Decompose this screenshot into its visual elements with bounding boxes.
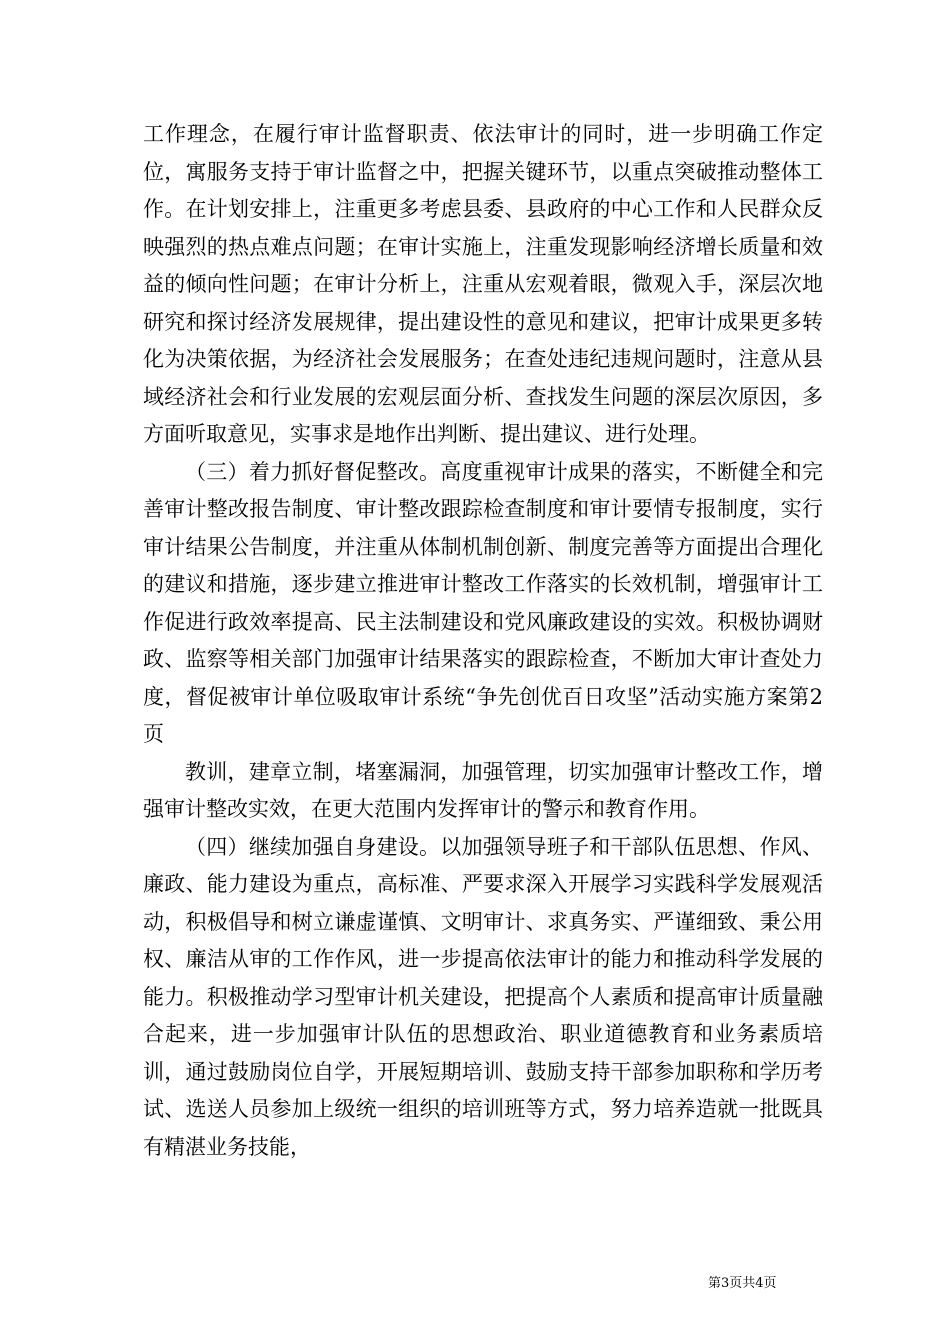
paragraph-rectification: （三）着力抓好督促整改。高度重视审计成果的落实，不断健全和完善审计整改报告制度、审计整改跟踪检查制度和审计要情专报制度，实行审计结果公告制度，并注重从体制机制创新、制度完善等方面提出合理化的建议和措施，逐步建立推进审计整改工作落实的长效机制，增强审计工作促进行政效率提高、民主法制建设和党风廉政建设的实效。积极协调财政、监察等相关部门加强审计结果落实的跟踪检查，不断加大审计查处力度，督促被审计单位吸取审计系统“争先创优百日攻坚”活动实施方案第2页	[143, 459, 823, 746]
document-body	[143, 116, 823, 1166]
paragraph-lessons: 教训，建章立制，堵塞漏洞，加强管理，切实加强审计整改工作，增强审计整改实效，在更大范围内发挥审计的警示和教育作用。	[143, 759, 823, 821]
paragraph-self-building: （四）继续加强自身建设。以加强领导班子和干部队伍思想、作风、廉政、能力建设为重点，高标准、严要求深入开展学习实践科学发展观活动，积极倡导和树立谦虚谨慎、文明审计、求真务实、严谨细致、秉公用权、廉洁从审的工作作风，进一步提高依法审计的能力和推动科学发展的能力。积极推动学习型审计机关建设，把提高个人素质和提高审计质量融合起来，进一步加强审计队伍的思想政治、职业道德教育和业务素质培训，通过鼓励岗位自学，开展短期培训、鼓励支持干部参加职称和学历考试、选送人员参加上级统一组织的培训班等方式，努力培养造就一批既具有精湛业务技能，	[143, 834, 823, 1159]
page-number: 第3页共4页	[708, 1276, 777, 1291]
paragraph-work-concept: 工作理念，在履行审计监督职责、依法审计的同时，进一步明确工作定位，寓服务支持于审计监督之中，把握关键环节，以重点突破推动整体工作。在计划安排上，注重更多考虑县委、县政府的中心工作和人民群众反映强烈的热点难点问题；在审计实施上，注重发现影响经济增长质量和效益的倾向性问题；在审计分析上，注重从宏观着眼，微观入手，深层次地研究和探讨经济发展规律，提出建设性的意见和建议，把审计成果更多转化为决策依据，为经济社会发展服务；在查处违纪违规问题时，注意从县域经济社会和行业发展的宏观层面分析、查找发生问题的深层次原因，多方面听取意见，实事求是地作出判断、提出建议、进行处理。	[143, 122, 823, 446]
